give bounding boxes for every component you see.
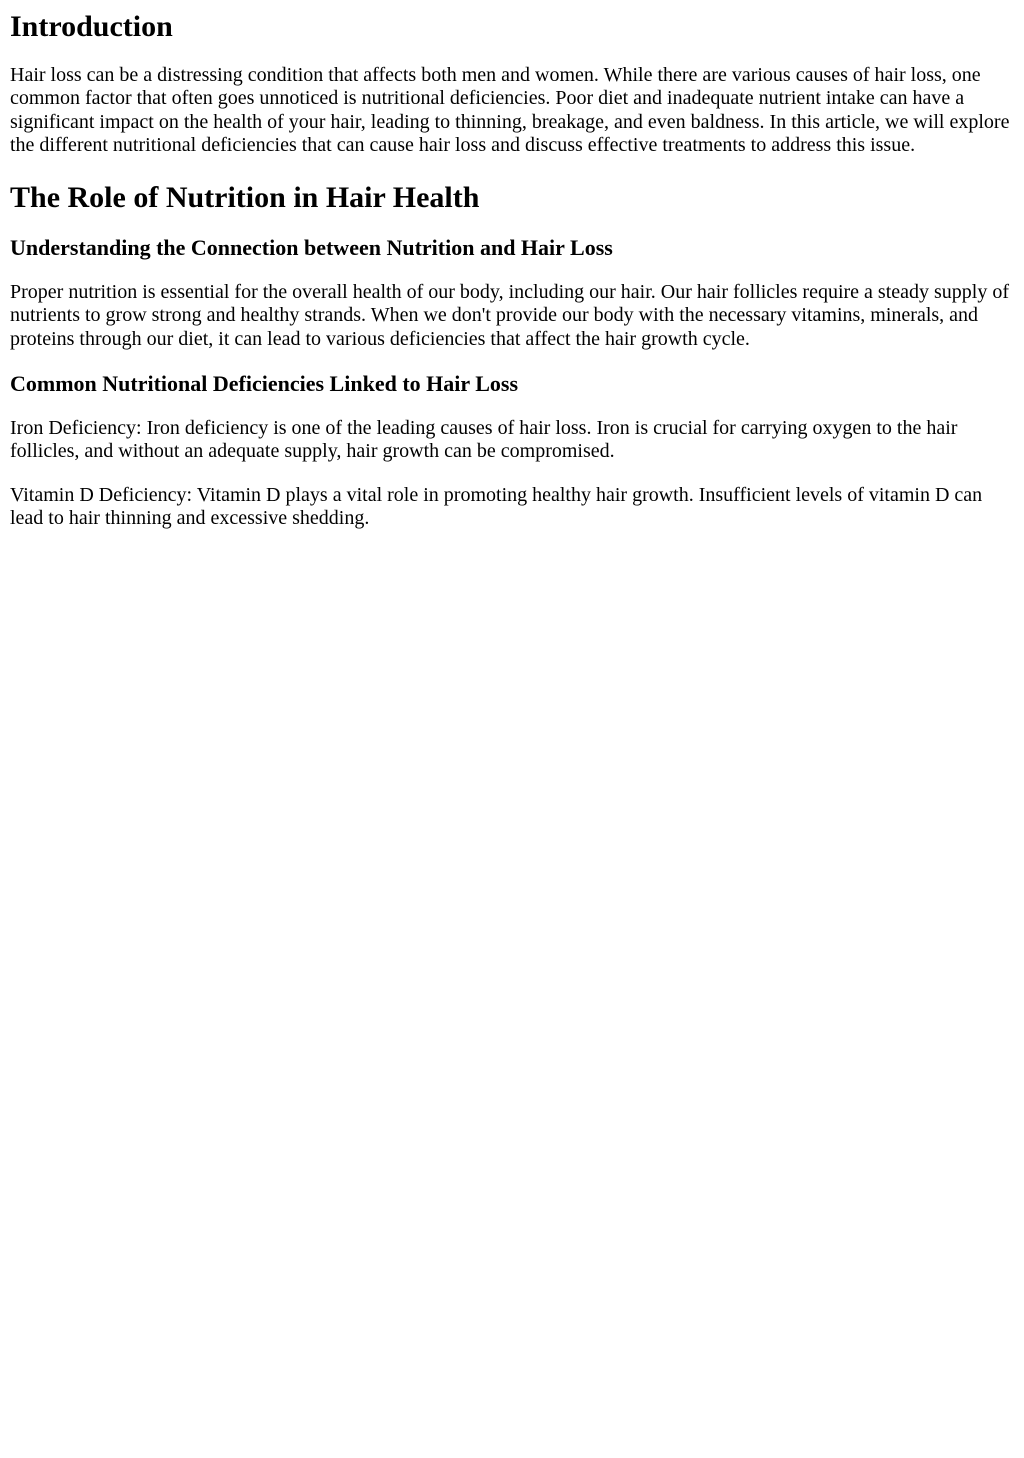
connection-heading: Understanding the Connection between Nutrition and Hair Loss — [10, 235, 613, 261]
deficiency-vitamin-d-paragraph: Vitamin D Deficiency: Vitamin D plays a vital role in promoting healthy hair growth. Insufficient levels of vitamin D can lead to hair thinning and excessive shedding. — [10, 483, 983, 529]
connection-paragraph: Proper nutrition is essential for the overall health of our body, including our hair. Our hair follicles require a steady supply of nutrients to grow strong and healthy strands. When we don't provide our body with the necessary vitamins, minerals, and proteins through our diet, it can lead to various deficiencies that affect the hair growth cycle. — [10, 281, 1010, 350]
role-section-heading: The Role of Nutrition in Hair Health — [10, 181, 480, 215]
deficiency-iron-paragraph: Iron Deficiency: Iron deficiency is one of the leading causes of hair loss. Iron is crucial for carrying oxygen to the hair follicles, and without an adequate supply, hair growth can be compromised. — [10, 417, 958, 463]
article — [0, 10, 1024, 530]
intro-heading: Introduction — [10, 10, 173, 43]
deficiencies-heading: Common Nutritional Deficiencies Linked to Hair Loss — [10, 371, 519, 397]
intro-paragraph: Hair loss can be a distressing condition that affects both men and women. While there are various causes of hair loss, one common factor that often goes unnoticed is nutritional deficiencies. Poor diet and inadequate nutrient intake can have a significant impact on the health of your hair, leading to thinning, breakage, and even baldness. In this article, we will explore the different nutritional deficiencies that can cause hair loss and discuss effective treatments to address this issue. — [10, 64, 1010, 156]
